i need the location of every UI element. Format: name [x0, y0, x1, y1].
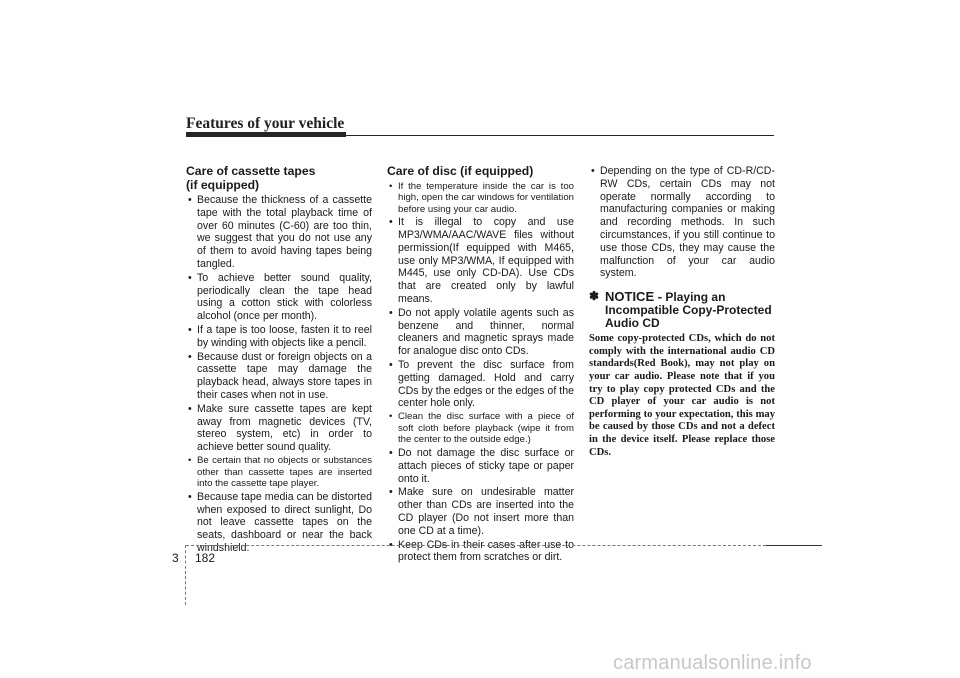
bullet-icon: • — [188, 271, 192, 284]
page-header-title: Features of your vehicle — [186, 115, 345, 132]
bullet-icon: • — [389, 486, 393, 499]
list-item-text: Because dust or foreign objects on a cassette tape may damage the playback head, always store tapes in their cases when not in use. — [197, 350, 372, 401]
list-item — [186, 324, 372, 350]
list-item-text: Because the thickness of a cassette tape with the total playback time of over 60 minutes (C-60) are too thin, we suggest that you do not use any of them to avoid having tapes being tangled. — [197, 194, 372, 270]
list-item-text: Because tape media can be distorted when exposed to direct sunlight, Do not leave cassette tapes on the seats, dashboard or near the back windshield. — [197, 490, 372, 554]
notice-title — [589, 290, 775, 330]
bullet-icon: • — [389, 359, 393, 372]
bullet-icon: • — [389, 216, 393, 229]
list-item — [387, 447, 574, 485]
list-item — [186, 403, 372, 454]
section-title-line: Care of cassette tapes — [186, 164, 316, 178]
list-item — [387, 539, 574, 565]
disc-list-continued — [589, 165, 775, 280]
list-item-text: Keep CDs in their cases after use to protect them from scratches or dirt. — [398, 538, 574, 564]
bullet-icon: • — [188, 490, 192, 503]
bullet-icon: • — [389, 411, 393, 423]
column-disc — [387, 165, 574, 565]
bullet-icon: • — [188, 402, 192, 415]
list-item-text: Make sure on undesirable matter other than CDs are inserted into the CD player (Do not insert more than one CD at a time). — [398, 486, 574, 537]
watermark: carmanualsonline.info — [613, 652, 812, 674]
bullet-icon: • — [389, 306, 393, 319]
list-item-text: If a tape is too loose, fasten it to reel by winding with objects like a pencil. — [197, 323, 372, 349]
section-title-cassette — [186, 165, 372, 192]
bullet-icon: • — [188, 194, 192, 206]
footer-vertical-rule — [185, 545, 186, 605]
list-item-text: If the temperature inside the car is too high, open the car windows for ventilation before using your car audio. — [398, 180, 574, 215]
bullet-icon: • — [389, 538, 393, 551]
list-item — [387, 486, 574, 537]
bullet-icon: • — [188, 323, 192, 336]
list-item-text: It is illegal to copy and use MP3/WMA/AAC/WAVE files without permission(If equipped with M465, use only MP3/WMA, If equipped with M445, use only CD-DA). Use CDs that are created only by lawful means. — [398, 216, 574, 306]
list-item-text: Clean the disc surface with a piece of soft cloth before playback (wipe it from the center to the outside edge.) — [398, 411, 574, 446]
section-title-disc: Care of disc (if equipped) — [387, 164, 534, 178]
list-item-text: Do not apply volatile agents such as benzene and thinner, normal cleaners and magnetic sprays made for analogue disc onto CDs. — [398, 306, 574, 358]
page-number: 182 — [195, 551, 216, 565]
column-cassette — [186, 165, 372, 556]
bullet-icon: • — [591, 165, 595, 177]
bullet-icon: • — [188, 454, 192, 466]
list-item — [387, 359, 574, 410]
bullet-icon: • — [389, 447, 393, 460]
list-item-text: To prevent the disc surface from getting damaged. Hold and carry CDs by the edges or the edges of the center hole only. — [398, 359, 574, 410]
list-item — [186, 351, 372, 402]
list-item — [387, 216, 574, 306]
list-item-text: Make sure cassette tapes are kept away from magnetic devices (TV, stereo system, etc) in order to achieve better sound quality. — [197, 402, 372, 454]
column-notice — [589, 165, 775, 459]
header-rule — [346, 135, 774, 136]
notice-label: NOTICE - — [605, 289, 663, 305]
notice-body: Some copy-protected CDs, which do not comply with the international audio CD standards(Red Book), may not play on your car audio. Please note that if you try to play copy protected CDs and the CD player of your car audio is not performing to your expectation, this may be caused by those CDs and not a defect in the device itself. Please replace those CDs. — [589, 333, 775, 458]
footer-dashed-rule — [186, 545, 766, 546]
list-item-text: Depending on the type of CD-R/CD-RW CDs, certain CDs may not operate normally according to manufacturing companies or making and recording methods. In such circumstances, if you still continue to use those CDs, they may cause the malfunction of your car audio system. — [600, 165, 775, 280]
section-title-line: (if equipped) — [186, 177, 260, 192]
footer-solid-rule — [766, 545, 822, 546]
list-item-text: To achieve better sound quality, periodically clean the tape head using a cotton stick with colorless alcohol (once per month). — [197, 271, 372, 323]
list-item — [387, 181, 574, 216]
list-item — [186, 455, 372, 490]
bullet-icon: • — [188, 350, 192, 363]
list-item-text: Do not damage the disc surface or attach pieces of sticky tape or paper onto it. — [398, 447, 574, 485]
notice-star-icon: ✽ — [589, 289, 600, 304]
list-item — [387, 411, 574, 446]
header-bar — [186, 132, 346, 137]
chapter-number: 3 — [172, 551, 179, 565]
notice-heading: Playing an Incompatible Copy-Protected Audio CD — [605, 290, 772, 331]
list-item — [589, 165, 775, 280]
list-item — [387, 307, 574, 358]
cassette-list — [186, 194, 372, 555]
list-item — [186, 194, 372, 271]
list-item — [186, 272, 372, 323]
list-item-text: Be certain that no objects or substances other than cassette tapes are inserted into the cassette tape player. — [197, 454, 372, 490]
bullet-icon: • — [389, 180, 393, 192]
disc-list — [387, 181, 574, 565]
